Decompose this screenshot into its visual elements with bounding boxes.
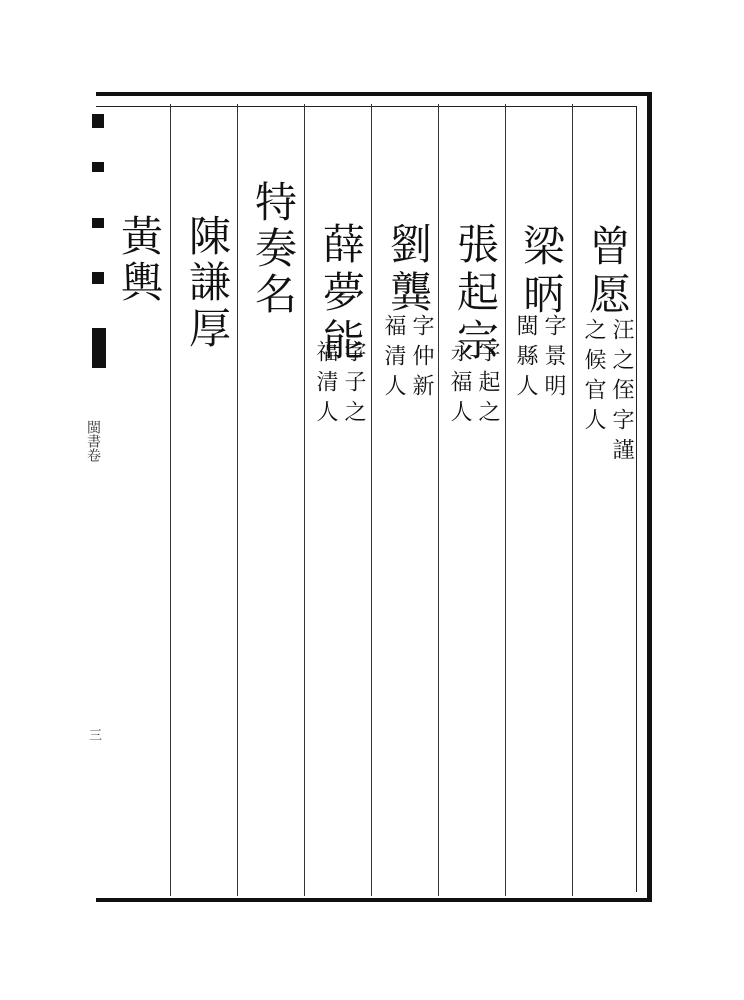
page-frame xyxy=(96,92,652,902)
entry-note-left: 永福人 xyxy=(447,340,472,430)
column-rule xyxy=(304,104,305,896)
entry-note-left: 閩縣人 xyxy=(513,314,538,404)
entry-name: 陳謙厚 xyxy=(183,214,232,352)
column-rule xyxy=(170,104,171,896)
book-spine-edge xyxy=(92,92,106,902)
entry-note-right: 字景明 xyxy=(541,314,566,404)
column-rule xyxy=(237,104,238,896)
entry-name: 張起宗 xyxy=(451,222,500,366)
entry-name: 薛夢能 xyxy=(317,222,366,366)
column-rule xyxy=(371,104,372,896)
edge-mark xyxy=(92,272,104,284)
margin-page-number: 三 xyxy=(86,728,101,741)
edge-mark xyxy=(92,218,104,228)
entry-note-left: 福清人 xyxy=(381,314,406,404)
entry-name: 曾愿 xyxy=(583,224,632,320)
entry-note-right: 字起之 xyxy=(475,340,500,430)
edge-mark xyxy=(92,162,104,172)
section-heading: 特奏名 xyxy=(249,180,298,318)
entry-name: 劉龔 xyxy=(384,222,433,318)
entry-note-left: 之候官人 xyxy=(581,318,606,438)
entry-note-right: 字子之 xyxy=(341,340,366,430)
entry-name: 黃輿 xyxy=(115,214,164,306)
entry-note-right: 汪之侄字謹 xyxy=(609,318,634,468)
column-rule xyxy=(572,104,573,896)
column-rule xyxy=(438,104,439,896)
entry-note-right: 字仲新 xyxy=(409,314,434,404)
entry-name: 梁昞 xyxy=(517,224,566,320)
fish-tail-mark xyxy=(92,328,106,368)
entry-note-left: 福清人 xyxy=(313,340,338,430)
edge-mark xyxy=(92,114,104,128)
column-rule xyxy=(505,104,506,896)
margin-side-text: 閩書卷 xyxy=(85,420,101,462)
